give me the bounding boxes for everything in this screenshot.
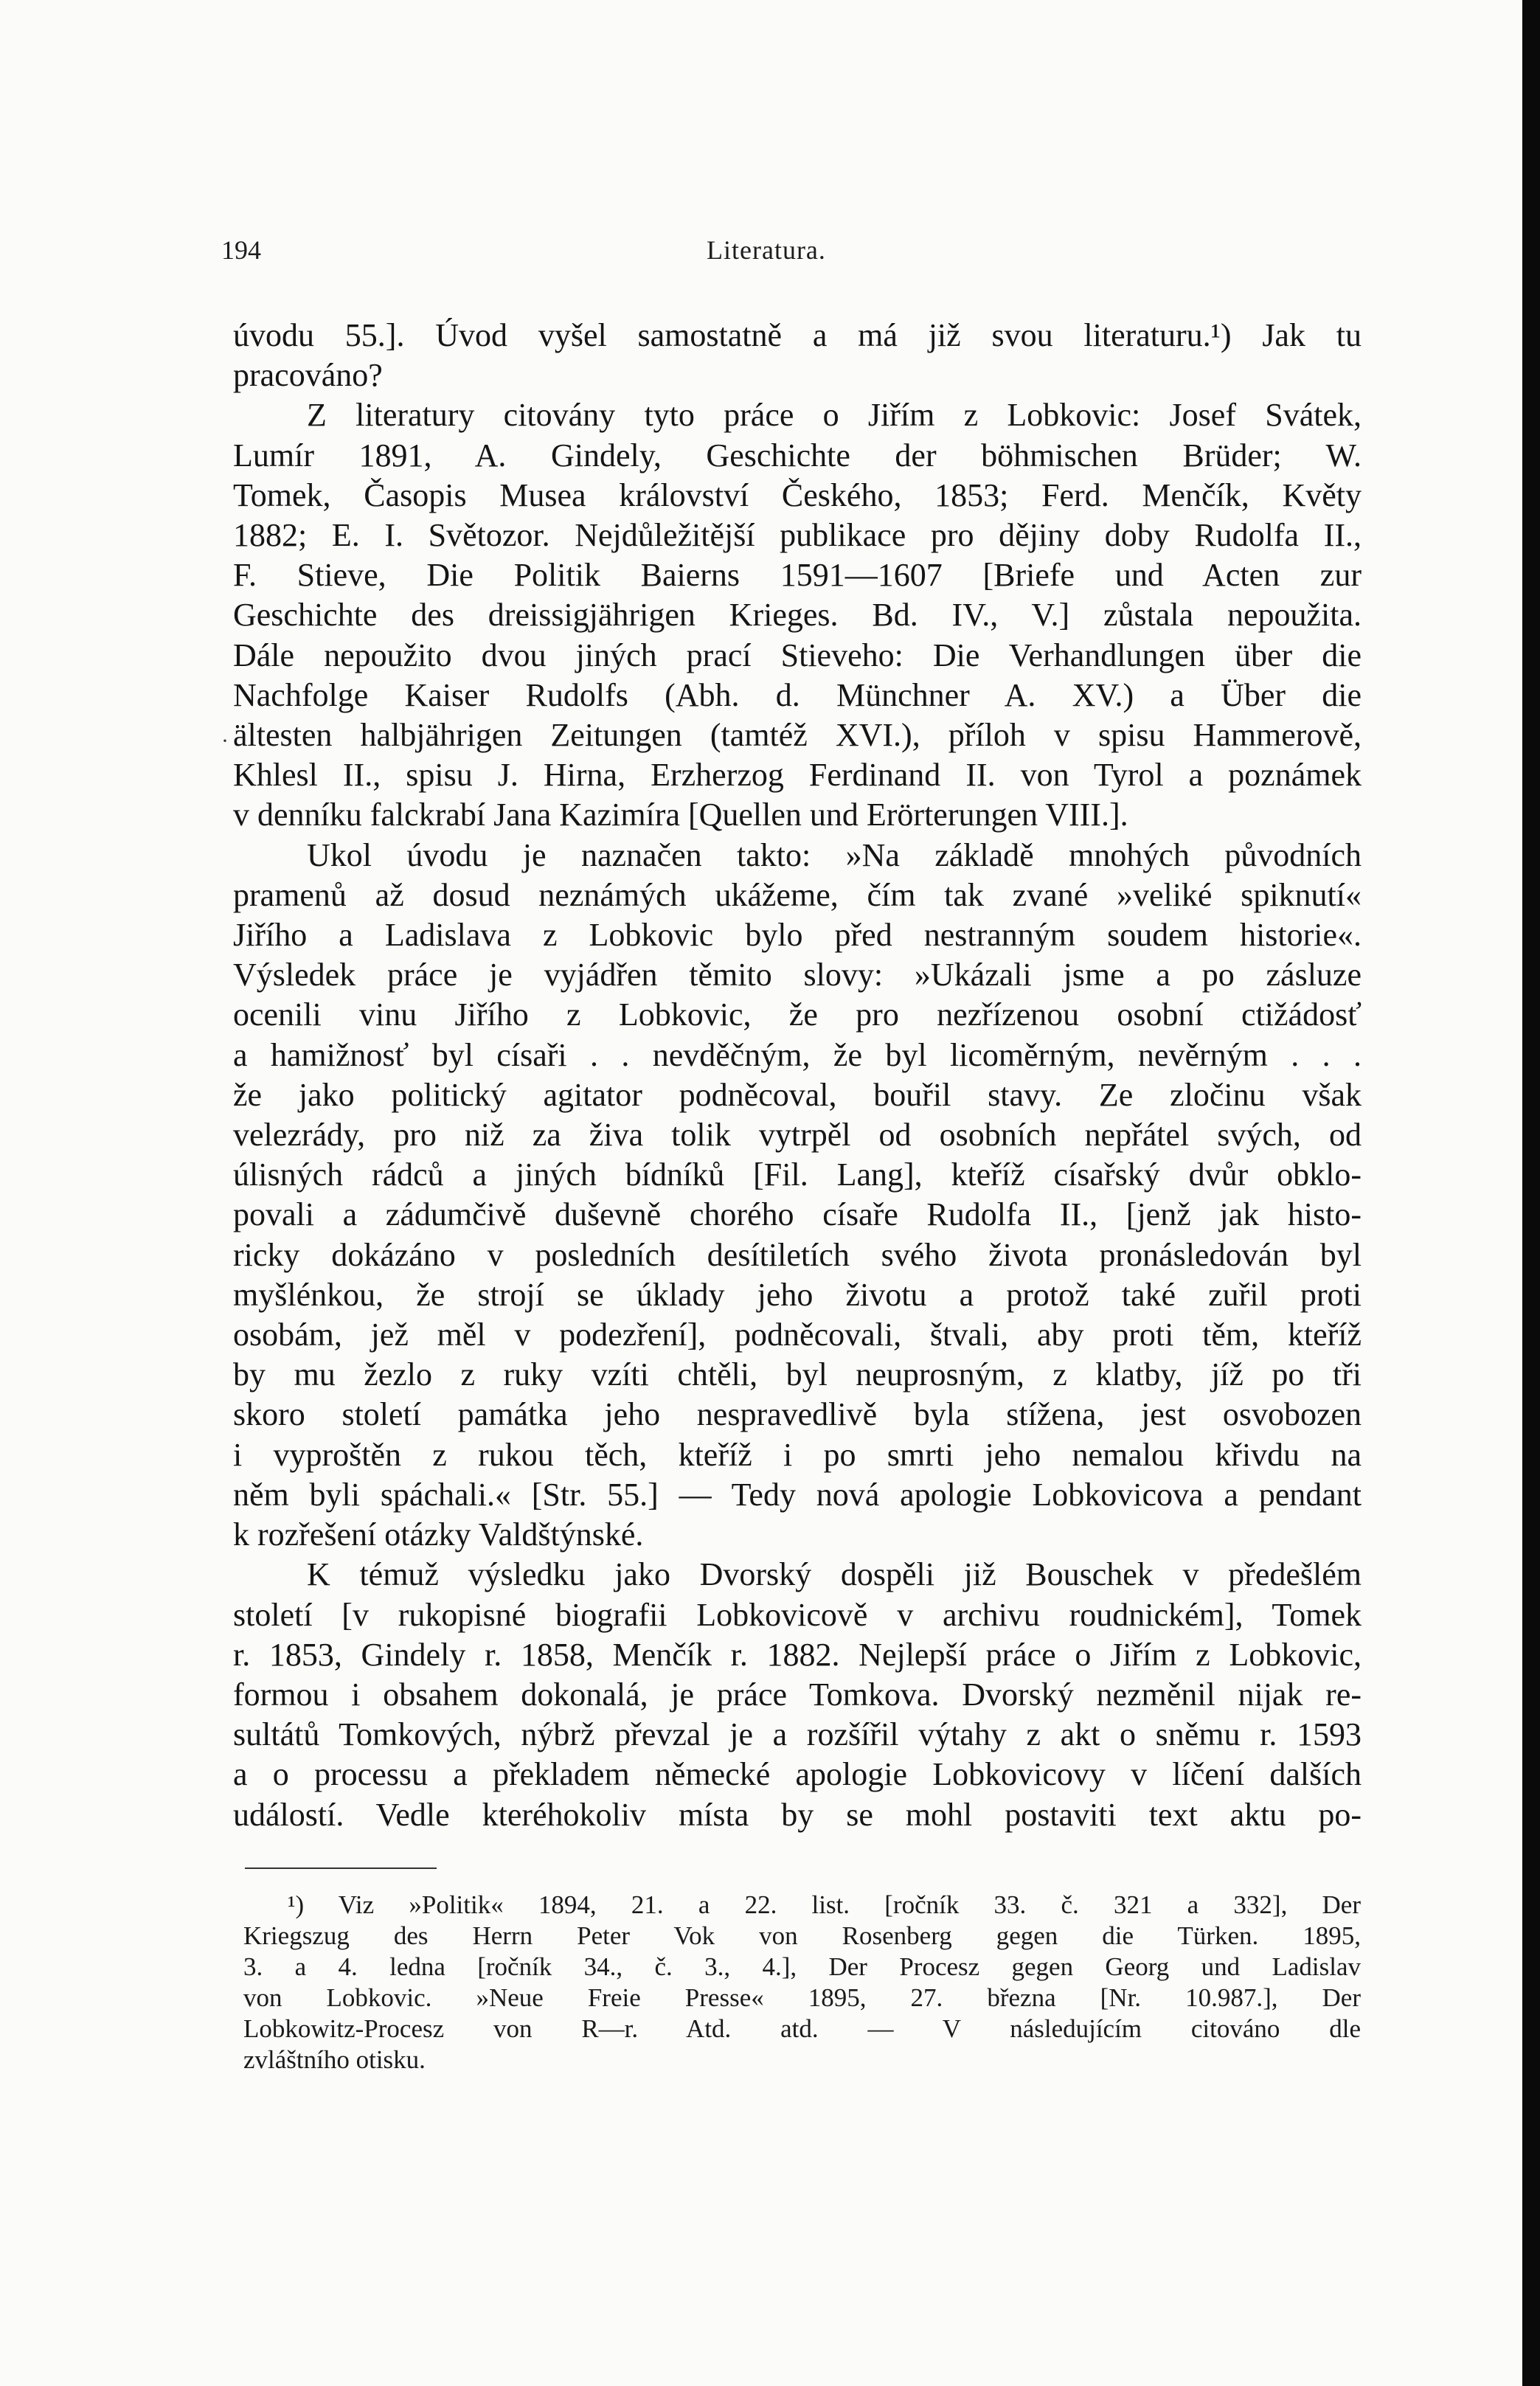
text-line: Jiřího a Ladislava z Lobkovic bylo před nestranným soudem historie«. — [233, 917, 1362, 954]
text-line: a hamižnosť byl císaři . . nevděčným, že byl licoměrným, nevěrným . . . — [233, 1036, 1362, 1073]
text-line: Ukol úvodu je naznačen takto: »Na základě mnohých původních — [307, 836, 1362, 873]
text-line: Dále nepoužito dvou jiných prací Stieveho: Die Verhandlungen über die — [233, 637, 1362, 673]
main-text — [233, 316, 1362, 1835]
text-line: Z literatury citovány tyto práce o Jiřím z Lobkovic: Josef Svátek, — [307, 397, 1362, 434]
text-line: velezrády, pro niž za živa tolik vytrpěl od osobních nepřátel svých, od — [233, 1117, 1362, 1154]
text-line: úvodu 55.]. Úvod vyšel samostatně a má již svou literaturu.¹) Jak tu — [233, 317, 1362, 353]
text-line: by mu žezlo z ruky vzíti chtěli, byl neuprosným, z klatby, jíž po tři — [233, 1356, 1362, 1393]
footnote-line: zvláštního otisku. — [243, 2045, 426, 2074]
text-line: ricky dokázáno v posledních desítiletích svého života pronásledován byl — [233, 1236, 1362, 1273]
text-line: K témuž výsledku jako Dvorský dospěli již Bouschek v předešlém — [307, 1556, 1362, 1593]
text-line: a o processu a překladem německé apologie Lobkovicovy v líčení dalších — [233, 1756, 1362, 1793]
footnote-line: Kriegszug des Herrn Peter Vok von Rosenberg gegen die Türken. 1895, — [243, 1921, 1361, 1950]
text-line: Geschichte des dreissigjährigen Krieges. Bd. IV., V.] zůstala nepoužita. — [233, 597, 1362, 634]
text-line: myšlénkou, že strojí se úklady jeho životu a protož také zuřil proti — [233, 1276, 1362, 1313]
text-line: pramenů až dosud neznámých ukážeme, čím tak zvané »veliké spiknutí« — [233, 876, 1362, 913]
footnote-line: ¹) Viz »Politik« 1894, 21. a 22. list. [ročník 33. č. 321 a 332], Der — [288, 1890, 1361, 1919]
text-line: v denníku falckrabí Jana Kazimíra [Quellen und Erörterungen VIII.]. — [233, 797, 1128, 833]
text-line: pracováno? — [233, 357, 383, 394]
text-line: r. 1853, Gindely r. 1858, Menčík r. 1882. Nejlepší práce o Jiřím z Lobkovic, — [233, 1636, 1362, 1673]
footnote — [243, 1890, 1361, 2075]
paragraph-1 — [233, 316, 1362, 395]
running-title: Literatura. — [707, 235, 826, 265]
paragraph-2 — [233, 395, 1362, 835]
footnote-line: Lobkowitz-Procesz von R—r. Atd. atd. — V následujícím citováno dle — [243, 2014, 1361, 2043]
footnote-line: von Lobkovic. »Neue Freie Presse« 1895, 27. března [Nr. 10.987.], Der — [243, 1983, 1361, 2012]
text-line: sultátů Tomkových, nýbrž převzal je a rozšířil výtahy z akt o sněmu r. 1593 — [233, 1716, 1362, 1753]
text-line: povali a zádumčivě duševně chorého císaře Rudolfa II., [jenž jak histo- — [233, 1196, 1362, 1233]
footnote-divider — [245, 1867, 437, 1869]
text-line: Khlesl II., spisu J. Hirna, Erzherzog Ferdinand II. von Tyrol a poznámek — [233, 757, 1362, 794]
text-line: století [v rukopisné biografii Lobkovicově v archivu roudnickém], Tomek — [233, 1596, 1362, 1633]
text-line: skoro století památka jeho nespravedlivě byla stížena, jest osvobozen — [233, 1396, 1362, 1433]
paragraph-3 — [233, 836, 1362, 1556]
text-line: 1882; E. I. Světozor. Nejdůležitější publikace pro dějiny doby Rudolfa II., — [233, 517, 1362, 554]
text-line: ältesten halbjährigen Zeitungen (tamtéž XVI.), příloh v spisu Hammerově, — [233, 717, 1362, 754]
text-line: Tomek, Časopis Musea království Českého, 1853; Ferd. Menčík, Květy — [233, 476, 1362, 513]
text-line: úlisných rádců a jiných bídníků [Fil. Lang], kteříž císařský dvůr obklo- — [233, 1156, 1362, 1193]
text-line: Lumír 1891, A. Gindely, Geschichte der böhmischen Brüder; W. — [233, 437, 1362, 474]
text-line: i vyproštěn z rukou těch, kteříž i po smrti jeho nemalou křivdu na — [233, 1436, 1362, 1473]
page-number: 194 — [221, 235, 261, 265]
page-edge — [1522, 0, 1540, 2386]
text-line: ocenili vinu Jiřího z Lobkovic, že pro nezřízenou osobní ctižádosť — [233, 996, 1362, 1033]
footnote-line: 3. a 4. ledna [ročník 34., č. 3., 4.], Der Procesz gegen Georg und Ladislav — [243, 1952, 1361, 1981]
text-line: Výsledek práce je vyjádřen těmito slovy: »Ukázali jsme a po zásluze — [233, 957, 1362, 993]
text-line: něm byli spáchali.« [Str. 55.] — Tedy nová apologie Lobkovicova a pendant — [233, 1476, 1362, 1513]
text-line: že jako politický agitator podněcoval, bouřil stavy. Ze zločinu však — [233, 1076, 1362, 1113]
running-header — [221, 235, 1357, 279]
paragraph-4 — [233, 1555, 1362, 1834]
text-line: F. Stieve, Die Politik Baierns 1591—1607 [Briefe und Acten zur — [233, 557, 1362, 594]
text-line: osobám, jež měl v podezření], podněcovali, štvali, aby proti těm, kteříž — [233, 1317, 1362, 1353]
text-line: formou i obsahem dokonalá, je práce Tomkova. Dvorský nezměnil nijak re- — [233, 1676, 1362, 1713]
text-line: k rozřešení otázky Valdštýnské. — [233, 1516, 644, 1553]
text-line: Nachfolge Kaiser Rudolfs (Abh. d. Münchner A. XV.) a Über die — [233, 676, 1362, 713]
margin-mark: · — [221, 729, 229, 753]
text-line: událostí. Vedle kteréhokoliv místa by se mohl postaviti text aktu po- — [233, 1796, 1362, 1833]
